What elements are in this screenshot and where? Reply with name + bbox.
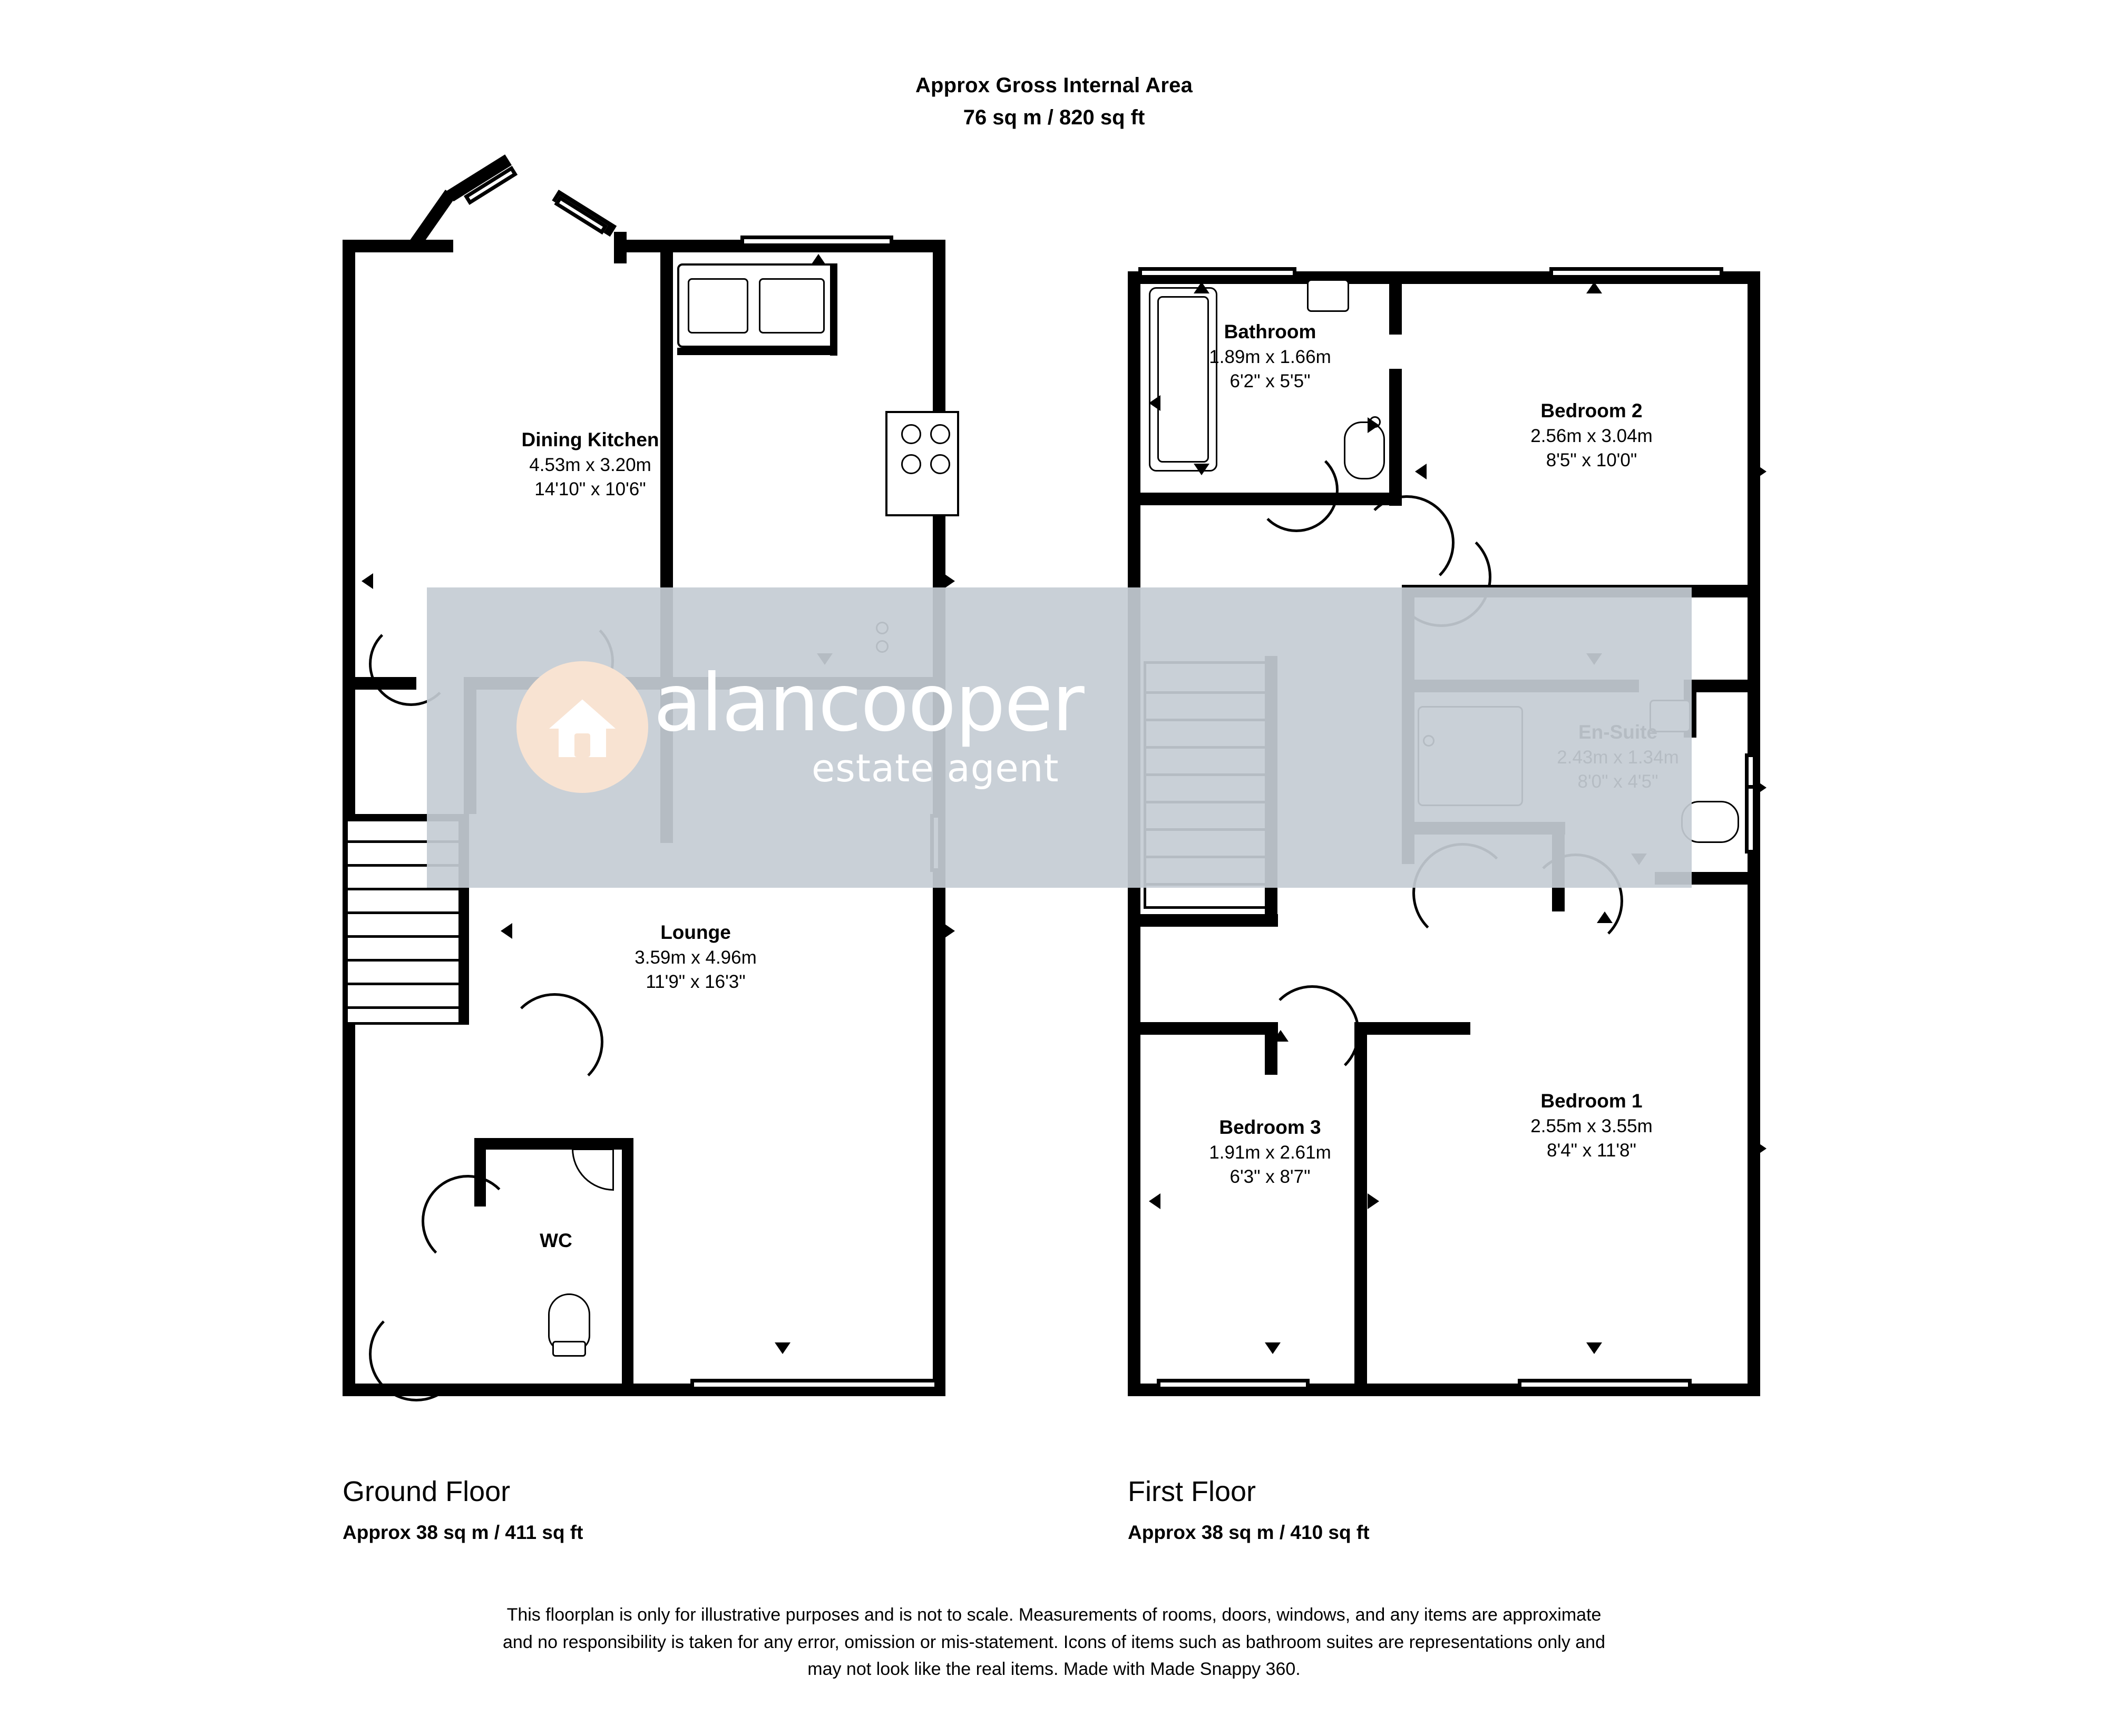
hob-ring-1: [901, 424, 921, 444]
disclaimer-line-2: and no responsibility is taken for any error, omission or mis-statement. Icons of items such as bathroom suites are representations only and: [503, 1632, 1605, 1652]
wall-bathroom-right: [1389, 369, 1402, 506]
ground-floor-title: Ground Floor: [343, 1476, 511, 1507]
dim-arrow-kitchen-left: [362, 573, 373, 589]
dim-arrow-bed1-bottom: [1586, 1342, 1602, 1354]
room-label-bathroom: Bathroom 1.89m x 1.66m 6'2" x 5'5": [1209, 321, 1331, 392]
ground-floor-area: Approx 38 sq m / 411 sq ft: [343, 1522, 583, 1543]
dim-arrow-bed3-bottom: [1265, 1342, 1281, 1354]
disclaimer-line-1: This floorplan is only for illustrative purposes and is not to scale. Measurements of rooms, doors, windows, and any items are approximate: [506, 1605, 1602, 1625]
wall-hall-bottom: [1354, 1022, 1470, 1035]
wall-top-left: [343, 240, 453, 252]
wc-cistern: [552, 1341, 586, 1357]
wall-wc-top: [474, 1138, 632, 1150]
window-kitchen-top: [740, 236, 893, 247]
disclaimer-line-3: may not look like the real items. Made with Made Snappy 360.: [807, 1659, 1301, 1680]
hob-ring-4: [930, 454, 950, 474]
gross-area-title: Approx Gross Internal Area: [915, 74, 1193, 97]
room-label-wc: WC: [540, 1230, 572, 1251]
sink-drainer: [759, 278, 825, 334]
wall-wc-right: [622, 1138, 633, 1396]
wall-bedroom3-top: [1128, 1022, 1278, 1035]
counter-edge-right: [830, 263, 837, 356]
room-label-lounge: Lounge 3.59m x 4.96m 11'9" x 16'3": [635, 921, 757, 993]
first-floor-title: First Floor: [1128, 1476, 1256, 1507]
dim-arrow-bathroom-right: [1368, 417, 1379, 433]
door-arc-entrance: [369, 1307, 464, 1401]
window-lounge-bottom: [690, 1379, 938, 1390]
counter-edge: [677, 348, 835, 355]
door-arc-lounge-hall: [506, 993, 603, 1091]
disclaimer: [200, 1602, 1908, 1683]
wall-bathroom-right-top: [1389, 271, 1402, 335]
wall-wc-left: [474, 1138, 486, 1207]
dim-arrow-bed1-right: [1755, 1141, 1767, 1156]
dim-arrow-bed3-left: [1149, 1193, 1160, 1209]
window-bedroom2-top: [1549, 267, 1723, 279]
dim-arrow-kitchen-top: [811, 254, 826, 266]
wall-landing-bottom: [1128, 914, 1278, 927]
wall-ensuite-top-right: [1689, 680, 1760, 692]
dim-arrow-bed3-top: [1273, 1030, 1289, 1042]
room-label-dining-kitchen: Dining Kitchen 4.53m x 3.20m 14'10" x 10'6": [521, 429, 659, 500]
dim-arrow-lounge-bottom: [775, 1342, 790, 1354]
dim-arrow-lounge-right: [943, 923, 955, 939]
watermark-brand: alancooper: [653, 658, 1084, 749]
sink-basin-left: [688, 278, 748, 334]
door-arc-bathroom: [1254, 448, 1339, 532]
watermark-logo: [516, 648, 1539, 806]
dim-arrow-bed1-top: [1597, 911, 1613, 923]
dim-arrow-bed2-left: [1415, 464, 1427, 479]
dim-arrow-bathroom-left: [1149, 395, 1160, 411]
hob-ring-3: [901, 454, 921, 474]
first-floor-caption: [1128, 1475, 1370, 1544]
dim-arrow-bed3-right: [1368, 1193, 1379, 1209]
window-bedroom1-bottom: [1518, 1379, 1692, 1390]
watermark-text: [653, 658, 1084, 790]
first-floor-area: Approx 38 sq m / 410 sq ft: [1128, 1522, 1370, 1543]
gross-area-value: 76 sq m / 820 sq ft: [963, 106, 1145, 129]
door-arc-wc: [422, 1175, 514, 1267]
dim-arrow-kitchen-right: [943, 573, 955, 589]
dim-arrow-ensuite-right: [1755, 780, 1767, 796]
wc-basin: [572, 1149, 614, 1191]
house-icon: [516, 661, 648, 793]
dim-arrow-lounge-left: [501, 923, 512, 939]
dim-arrow-bed2-right: [1755, 464, 1767, 479]
bathroom-basin: [1307, 279, 1349, 312]
room-label-bedroom-1: Bedroom 1 2.55m x 3.55m 8'4" x 11'8": [1530, 1090, 1653, 1161]
dim-arrow-bed2-top: [1586, 282, 1602, 293]
window-bedroom3-bottom: [1157, 1379, 1310, 1390]
dim-arrow-bathroom-top: [1194, 282, 1209, 293]
room-label-bedroom-3: Bedroom 3 1.91m x 2.61m 6'3" x 8'7": [1209, 1116, 1331, 1188]
watermark-tagline: estate agent: [812, 746, 1059, 790]
dim-arrow-bathroom-bottom: [1194, 464, 1209, 475]
hob-ring-2: [930, 424, 950, 444]
gross-area-header: [0, 74, 2108, 130]
window-bathroom-top: [1138, 267, 1296, 279]
ground-floor-caption: [343, 1475, 583, 1544]
room-label-bedroom-2: Bedroom 2 2.56m x 3.04m 8'5" x 10'0": [1530, 400, 1653, 471]
